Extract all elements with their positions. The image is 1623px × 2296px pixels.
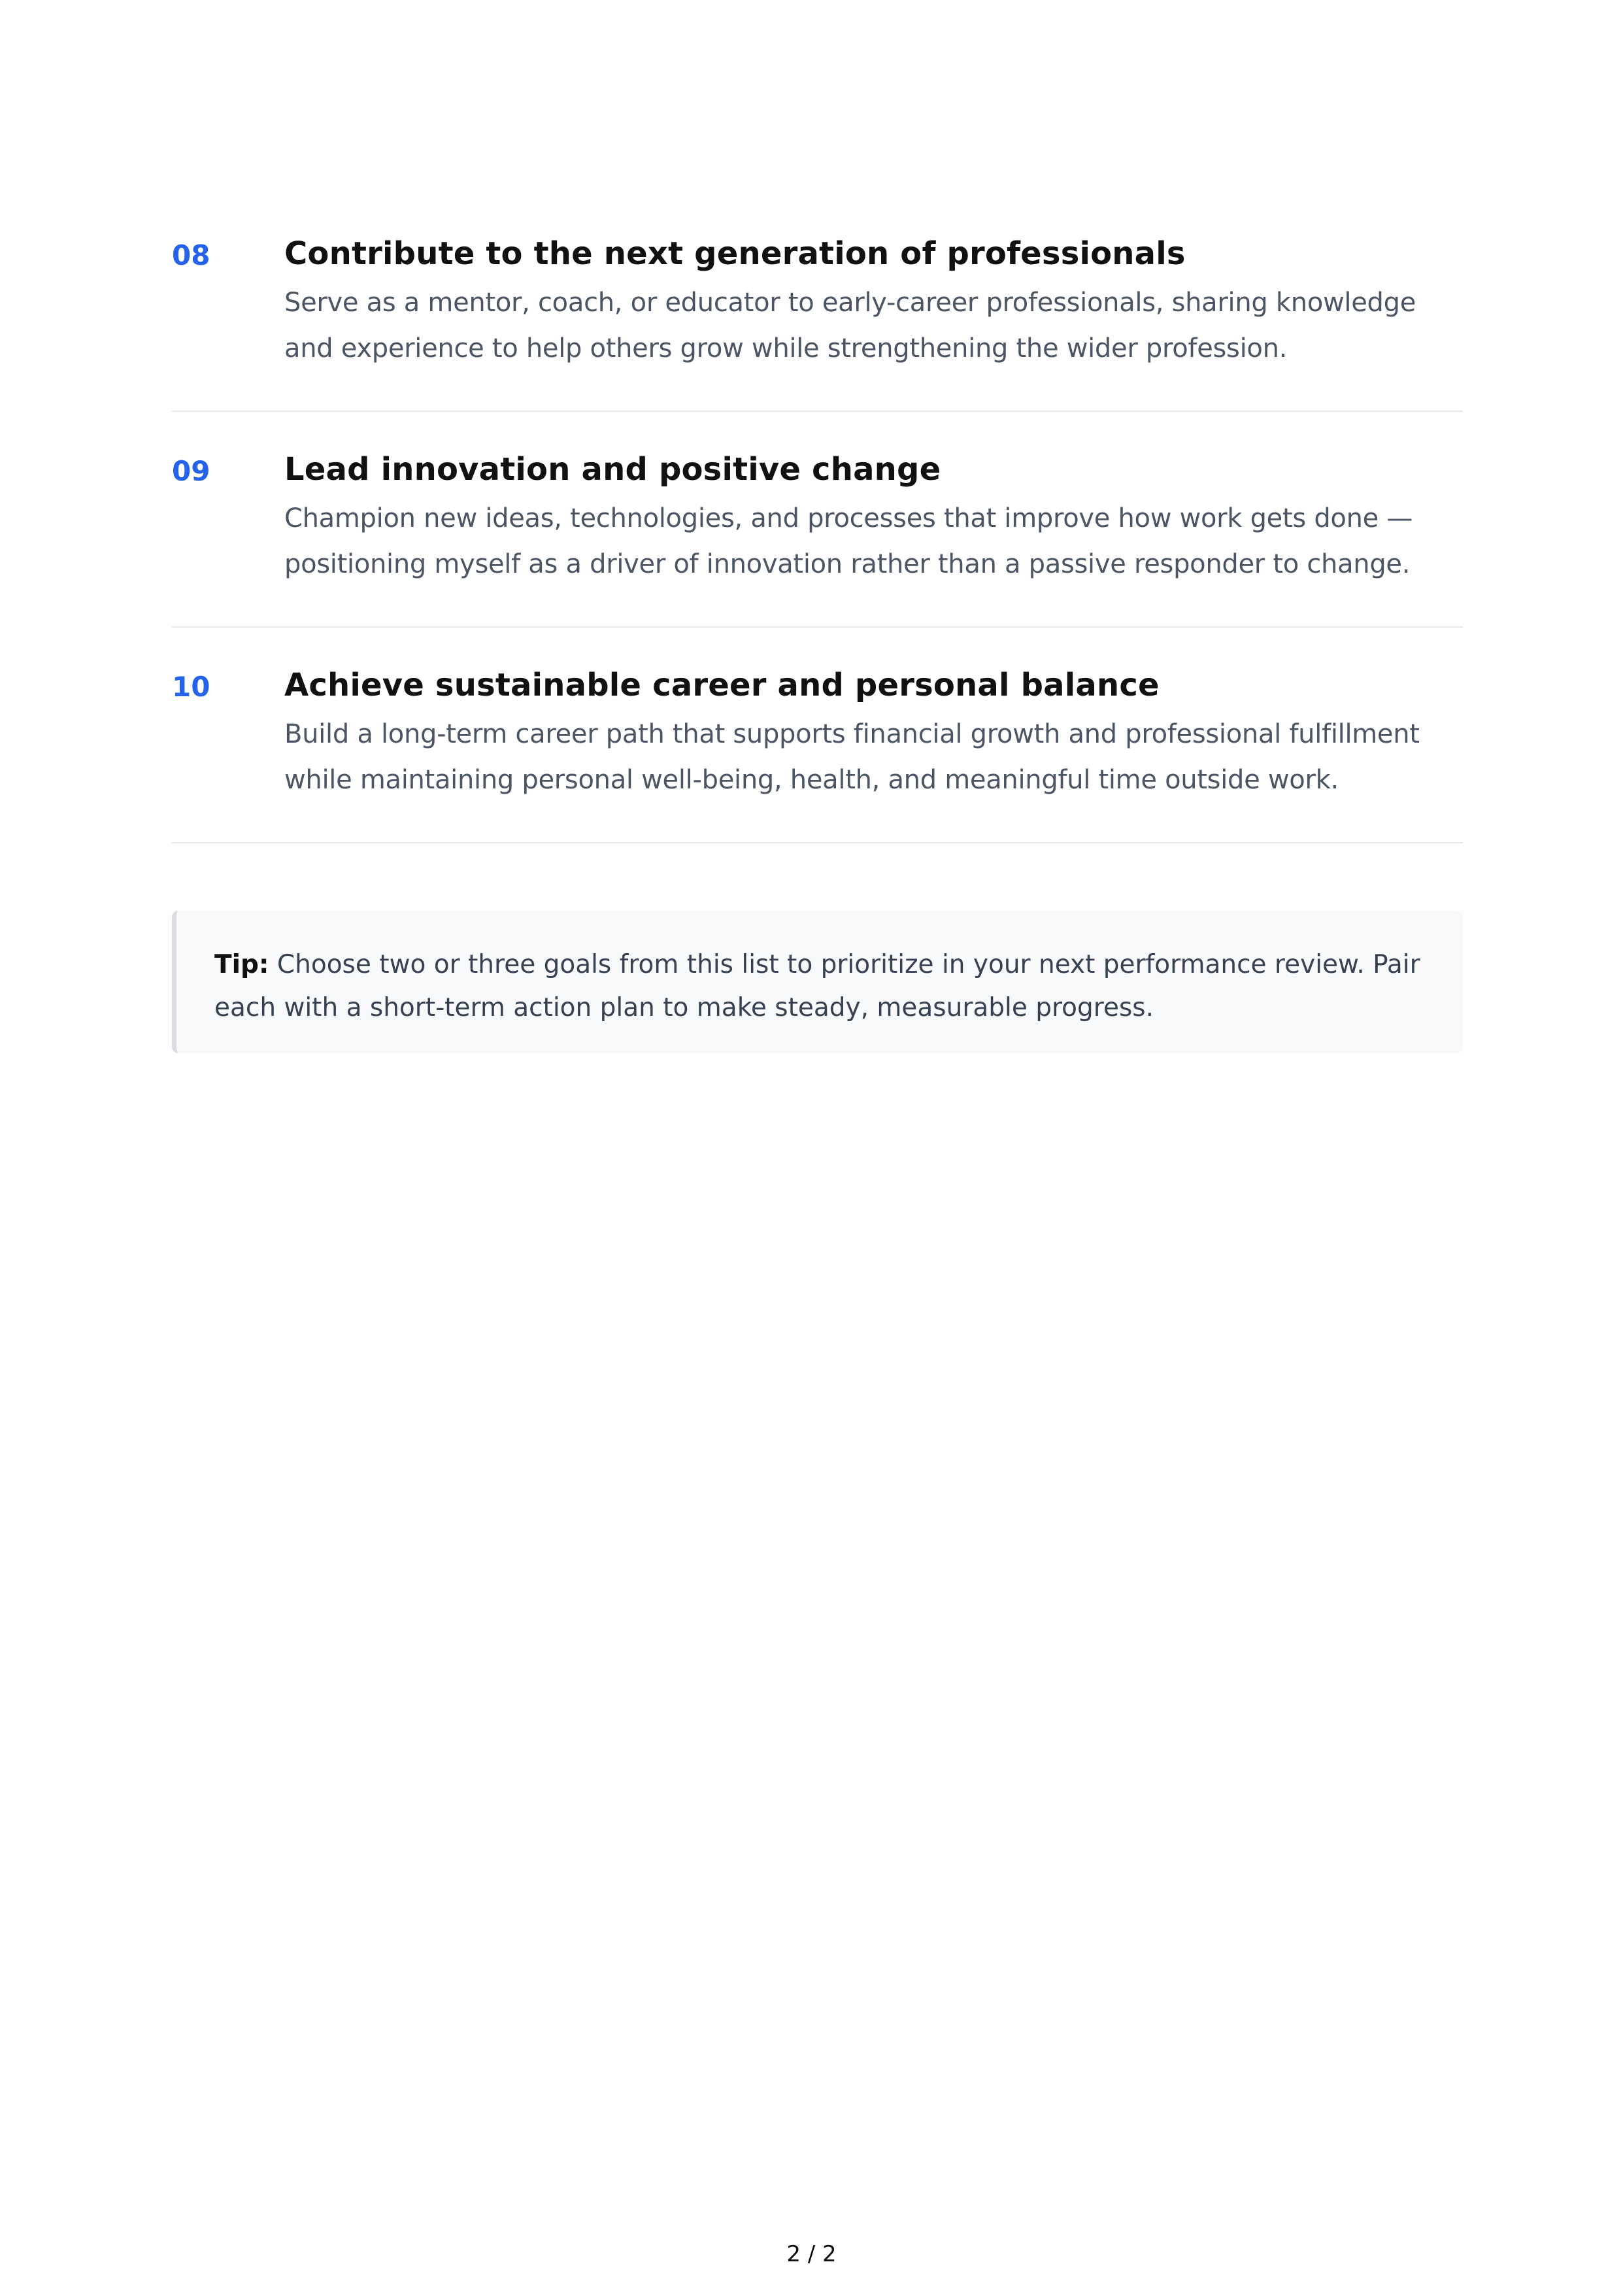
goal-item (172, 216, 1463, 412)
goal-number: 10 (172, 671, 210, 703)
tip-label: Tip: (214, 950, 269, 979)
goal-item (172, 628, 1463, 843)
goal-description: Champion new ideas, technologies, and processes that improve how work gets done — positioning myself as a driver of innovation rather than a passive responder to change. (284, 503, 1413, 579)
goal-title: Achieve sustainable career and personal balance (284, 667, 1160, 703)
goal-body (284, 450, 1463, 587)
goal-description: Build a long-term career path that supports financial growth and professional fulfillment while maintaining personal well-being, health, and meaningful time outside work. (284, 719, 1420, 795)
goal-description: Serve as a mentor, coach, or educator to early-career professionals, sharing knowledge and experience to help others grow while strengthening the wider profession. (284, 288, 1416, 363)
goal-body (284, 666, 1463, 803)
page-number: 2 / 2 (786, 2241, 837, 2267)
tip-text: Choose two or three goals from this list to prioritize in your next performance review. Pair each with a short-term action plan to make steady, measurable progress. (214, 950, 1420, 1022)
goal-body (284, 234, 1463, 371)
tip-callout (172, 911, 1463, 1053)
goal-title: Lead innovation and positive change (284, 451, 941, 488)
goal-item (172, 412, 1463, 628)
goal-number: 09 (172, 455, 210, 487)
goal-number: 08 (172, 239, 210, 271)
goal-title: Contribute to the next generation of professionals (284, 235, 1186, 272)
goals-list (172, 216, 1463, 843)
